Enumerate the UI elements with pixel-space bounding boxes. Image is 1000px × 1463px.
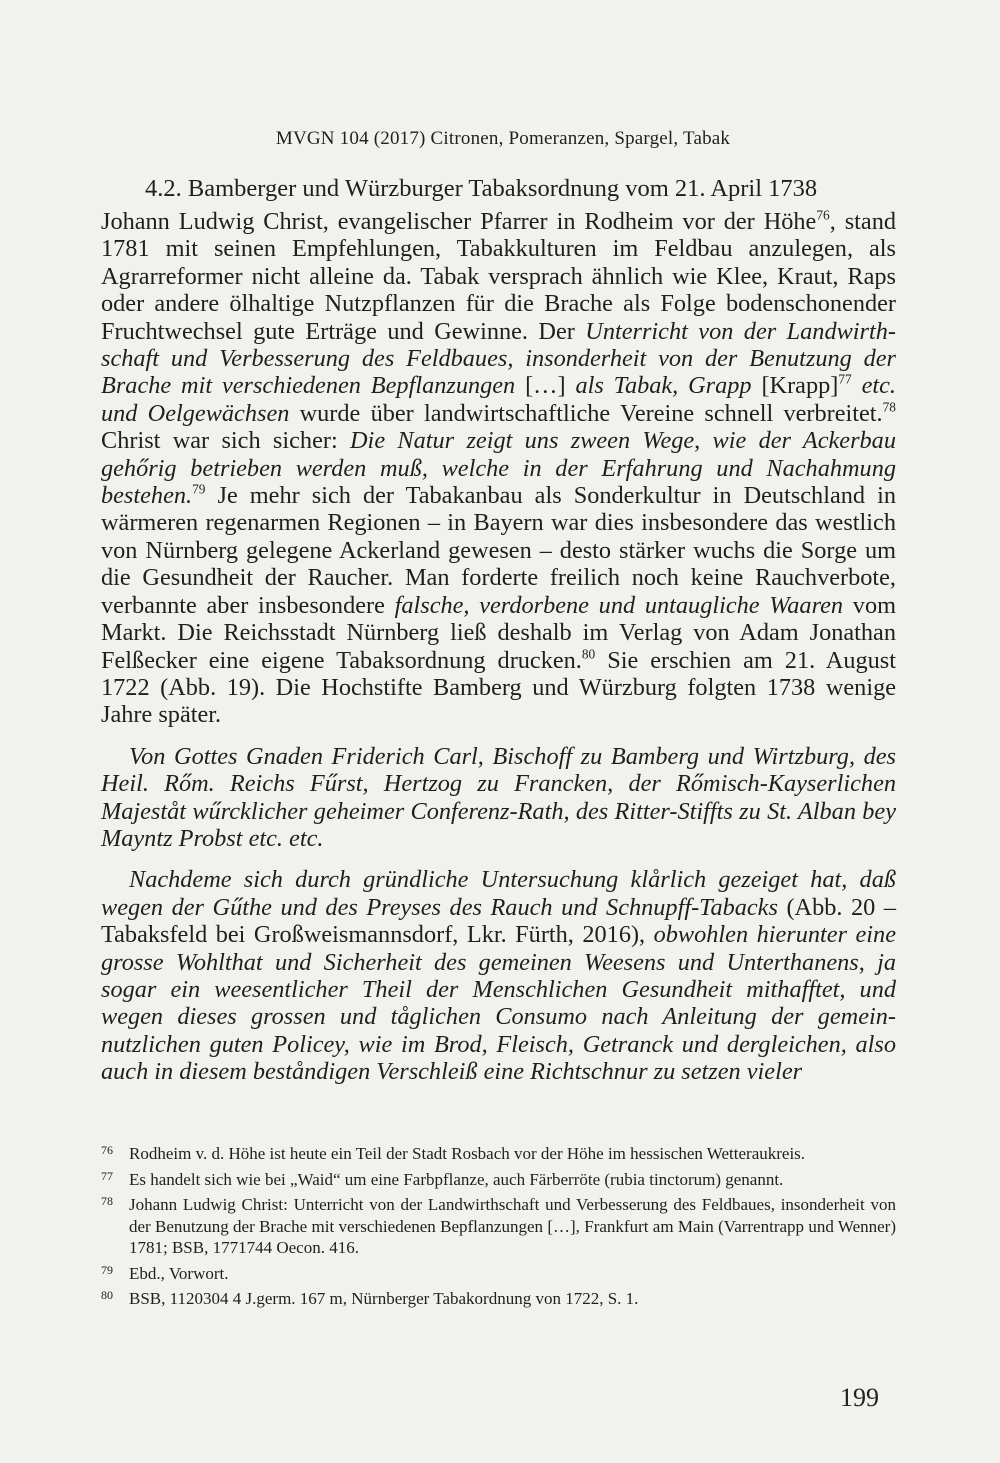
text-run: Sie erschien am 21. August 1722 (Abb. 19). Die Hochstifte Bamberg und Würzburg folgten 1738 wenige Jahre später. (101, 646, 896, 729)
text-run: wurde über landwirtschaftliche Vereine schnell verbreitet. (289, 399, 883, 427)
italic-quote-run: Von Gottes Gnaden Friderich Carl, Bischoff zu Bamberg und Wirtzburg, des Heil. Rőm. Reichs Fűrst, Hertzog zu Francken, der Rőmisch-Kayserlichen Majeståt wűrcklicher geheimer Conferenz-Rath, des Ritter-Stiffts zu St. Alban bey Mayntz Probst etc. etc. (101, 742, 896, 852)
footnote-ref-76[interactable]: 76 (816, 207, 830, 223)
footnote-ref-80[interactable]: 80 (581, 646, 596, 662)
footnote-number: 77 (101, 1168, 113, 1183)
footnote-number: 78 (101, 1194, 113, 1208)
footnote-76 (101, 1143, 896, 1165)
text-run: vom Markt. Die Reichsstadt Nürnberg ließ deshalb im Verlag von Adam Jonathan Felßecker eine eigene Tabaksordnung drucken. (101, 591, 896, 674)
footnote-text: BSB, 1120304 4 J.germ. 167 m, Nürnberger Tabakordnung von 1722, S. 1. (129, 1289, 639, 1308)
text-run: Johann Ludwig Christ, evangelischer Pfarrer in Rodheim vor der Höhe (101, 208, 817, 235)
footnote-ref-77[interactable]: 77 (838, 372, 852, 388)
section-title: 4.2. Bamberger und Würzburger Tabaksordnung vom 21. April 1738 (145, 175, 818, 202)
footnote-80 (101, 1288, 896, 1310)
italic-title-run: Unterricht von der Landwirthschaft und Verbesserung des Feldbaues, insonderheit von der Benutzung der Brache mit verschiedenen Bepflanzungen (101, 317, 896, 400)
footnotes (101, 1143, 896, 1314)
footnote-number: 80 (101, 1288, 113, 1302)
footnote-79 (101, 1263, 896, 1285)
text-run: , stand 1781 mit seinen Empfehlungen, Tabakkulturen im Feldbau anzulegen, als Agrarreformer nicht alleine da. Tabak versprach ähnlich wie Klee, Kraut, Raps oder andere ölhaltige Nutzpflanzen für die Brache als Folge bodenschonender Fruchtwechsel gute Erträge und Gewinne. Der (101, 208, 896, 345)
footnote-number: 76 (101, 1143, 113, 1157)
quote-ordinance-block (101, 866, 896, 1085)
footnote-78 (101, 1194, 896, 1259)
body-text (101, 208, 896, 1086)
footnote-text: Ebd., Vorwort. (129, 1263, 229, 1283)
footnote-text: Es handelt sich wie bei „Waid“ um eine Farbpflanze, auch Färberröte (rubia tinctorum) genannt. (129, 1169, 784, 1189)
italic-run: falsche, verdorbene und untaugliche Waaren (394, 591, 844, 619)
quote-title-block (101, 743, 896, 853)
footnote-text: Rodheim v. d. Höhe ist heute ein Teil der Stadt Rosbach vor der Höhe im hessischen Wetteraukreis. (129, 1144, 806, 1163)
paragraph-1 (101, 208, 896, 729)
footnote-77 (101, 1169, 896, 1191)
italic-run: etc. und Oelgewächsen (101, 372, 896, 427)
footnote-text: Johann Ludwig Christ: Unterricht von der Landwirthschaft und Verbesserung des Feldbaues, insonderheit von der Benutzung der Brache mit verschiedenen Bepflanzungen […], Frankfurt am Main (Varrentrapp und Wenner) 1781; BSB, 1771744 Oecon. 416. (129, 1195, 896, 1257)
italic-run: als Tabak, Grapp (575, 372, 752, 400)
text-run: Christ war sich sicher: (101, 427, 351, 455)
page-number: 199 (840, 1383, 879, 1412)
text-run: [Krapp] (751, 372, 839, 400)
footnote-number: 79 (101, 1262, 113, 1277)
running-head: MVGN 104 (2017) Citronen, Pomeranzen, Spargel, Tabak (275, 128, 731, 149)
italic-quote-run: obwohlen hierunter eine grosse Wohlthat und Sicherheit des gemeinen Weesens und Unterthanens, ja sogar ein weesentlicher Theil der Menschlichen Gesundheit mithafftet, und wegen dieses grossen und tåglichen Consumo nach Anleitung der gemeinnutzlichen guten Policey, wie im Brod, Fleisch, Getranck und dergleichen, also auch in diesem beståndigen Verschleiß eine Richtschnur zu setzen vieler (101, 921, 896, 1086)
text-run: […] (515, 372, 576, 400)
text-run: Je mehr sich der Tabakanbau als Sonderkultur in Deutschland in wärmeren regenarmen Regionen – in Bayern war dies insbesondere das westlich von Nürnberg gelegene Ackerland gewesen – desto stärker wuchs die Sorge um die Gesundheit der Raucher. Man forderte freilich noch keine Rauchverbote, verbannte aber insbesondere (101, 482, 896, 619)
footnote-ref-78[interactable]: 78 (882, 399, 896, 415)
italic-quote-run: Die Natur zeigt uns zween Wege, wie der Ackerbau gehőrig betrieben werden muß, welche in der Erfahrung und Nachahmung bestehen. (101, 427, 896, 510)
italic-quote-run: Nachdeme sich durch gründliche Untersuchung klårlich gezeiget hat, daß wegen der Gűthe und des Preyses des Rauch und Schnupff-Tabacks (101, 866, 896, 921)
text-run: (Abb. 20 – Tabaksfeld bei Großweismannsdorf, Lkr. Fürth, 2016), (101, 893, 896, 949)
footnote-ref-79[interactable]: 79 (192, 481, 206, 497)
